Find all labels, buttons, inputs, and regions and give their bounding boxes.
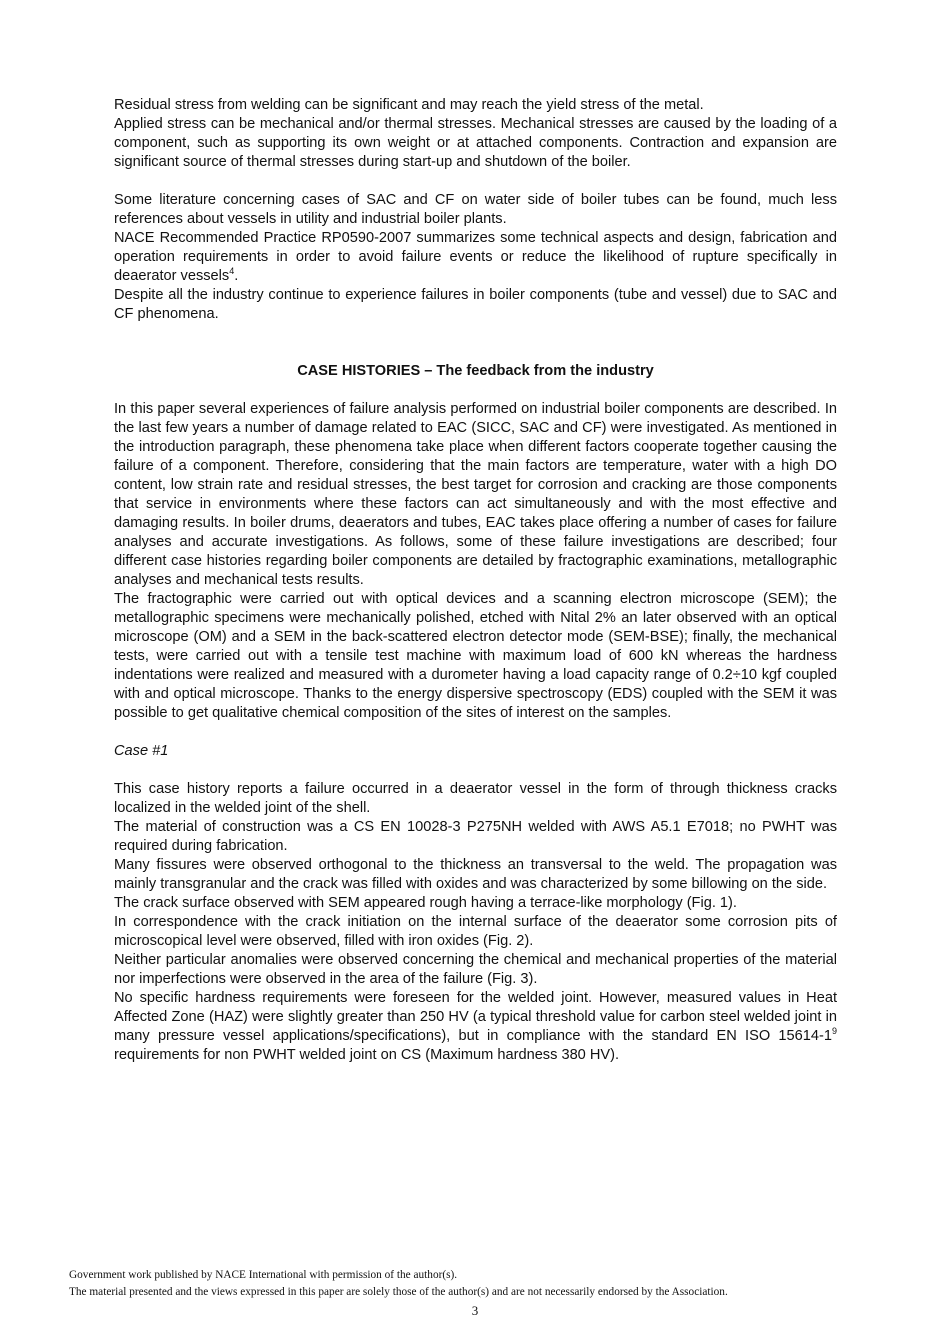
paragraph-nace-end: . bbox=[234, 268, 239, 284]
reference-superscript: 4 bbox=[229, 266, 235, 277]
page-number: 3 bbox=[471, 1303, 479, 1318]
paragraph-hardness-end: requirements for non PWHT welded joint on CS (Maximum hardness 380 HV). bbox=[114, 1047, 620, 1063]
footer-disclaimer: The material presented and the views expressed in this paper are solely those of the author(s) and are not necessarily endorsed by the Association. bbox=[69, 1286, 728, 1298]
section-heading: CASE HISTORIES – The feedback from the industry bbox=[297, 363, 654, 379]
paragraph-fissures: Many fissures were observed orthogonal to the thickness an transversal to the weld. The propagation was mainly transgranular and the crack was filled with oxides and was characterized by some billowing on the side. bbox=[114, 857, 837, 892]
paragraph-hardness-text: No specific hardness requirements were foreseen for the welded joint. However, measured values in Heat Affected Zone (HAZ) were slightly greater than 250 HV (a typical threshold value for carbon steel welded joint in many pressure vessel applications/specifications), but in compliance with the standard EN ISO 15614-1 bbox=[114, 990, 837, 1044]
paragraph-corrosion-pits: In correspondence with the crack initiation on the internal surface of the deaerator some corrosion pits of microscopical level were observed, filled with iron oxides (Fig. 2). bbox=[114, 914, 837, 949]
paragraph-applied-stress: Applied stress can be mechanical and/or thermal stresses. Mechanical stresses are caused by the loading of a component, such as supporting its own weight or at attached components. Contraction and expansion are significant source of thermal stresses during start-up and shutdown of the boiler. bbox=[114, 116, 837, 170]
page-body bbox=[114, 96, 837, 1065]
footer-publication-note: Government work published by NACE International with permission of the author(s). bbox=[69, 1269, 458, 1281]
paragraph-nace-practice bbox=[114, 229, 837, 286]
case-title: Case #1 bbox=[114, 743, 169, 759]
paragraph-residual-stress: Residual stress from welding can be significant and may reach the yield stress of the metal. bbox=[114, 97, 704, 113]
paragraph-case-intro: This case history reports a failure occurred in a deaerator vessel in the form of through thickness cracks localized in the welded joint of the shell. bbox=[114, 781, 837, 816]
reference-superscript: 9 bbox=[831, 1026, 837, 1037]
paragraph-literature: Some literature concerning cases of SAC and CF on water side of boiler tubes can be found, much less references about vessels in utility and industrial boiler plants. bbox=[114, 192, 837, 227]
paragraph-industry-failures: Despite all the industry continue to experience failures in boiler components (tube and vessel) due to SAC and CF phenomena. bbox=[114, 287, 837, 322]
paragraph-nace-text: NACE Recommended Practice RP0590-2007 summarizes some technical aspects and design, fabrication and operation requirements in order to avoid failure events or reduce the likelihood of rupture specifically in deaerator vessels bbox=[114, 230, 837, 284]
paragraph-material: The material of construction was a CS EN 10028-3 P275NH welded with AWS A5.1 E7018; no PWHT was required during fabrication. bbox=[114, 819, 837, 854]
paragraph-hardness bbox=[114, 989, 837, 1065]
page-footer bbox=[69, 1267, 889, 1301]
paragraph-anomalies: Neither particular anomalies were observed concerning the chemical and mechanical properties of the material nor imperfections were observed in the area of the failure (Fig. 3). bbox=[114, 952, 837, 987]
paragraph-methods: The fractographic were carried out with optical devices and a scanning electron microscope (SEM); the metallographic specimens were mechanically polished, etched with Nital 2% an later observed with an optical microscope (OM) and a SEM in the back-scattered electron detector mode (SEM-BSE); finally, the mechanical tests, were carried out with a tensile test machine with maximum load of 600 kN whereas the hardness indentations were realized and measured with a durometer having a load capacity range of 0.2÷10 kgf coupled with and optical microscope. Thanks to the energy dispersive spectroscopy (EDS) coupled with the SEM it was possible to get qualitative chemical composition of the sites of interest on the samples. bbox=[114, 591, 837, 721]
paragraph-failure-analysis: In this paper several experiences of failure analysis performed on industrial boiler components are described. In the last few years a number of damage related to EAC (SICC, SAC and CF) were investigated. As mentioned in the introduction paragraph, these phenomena take place when different factors cooperate together causing the failure of a component. Therefore, considering that the main factors are temperature, water with a high DO content, low strain rate and residual stresses, the best target for corrosion and cracking are those components that service in environments where these factors can act simultaneously and with the most effective and damaging results. In boiler drums, deaerators and tubes, EAC takes place offering a number of cases for failure analyses and accurate investigations. As follows, some of these failure investigations are described; four different case histories regarding boiler components are detailed by fractographic examinations, metallographic analyses and mechanical tests results. bbox=[114, 401, 837, 588]
paragraph-crack-surface: The crack surface observed with SEM appeared rough having a terrace-like morphology (Fig. 1). bbox=[114, 895, 737, 911]
